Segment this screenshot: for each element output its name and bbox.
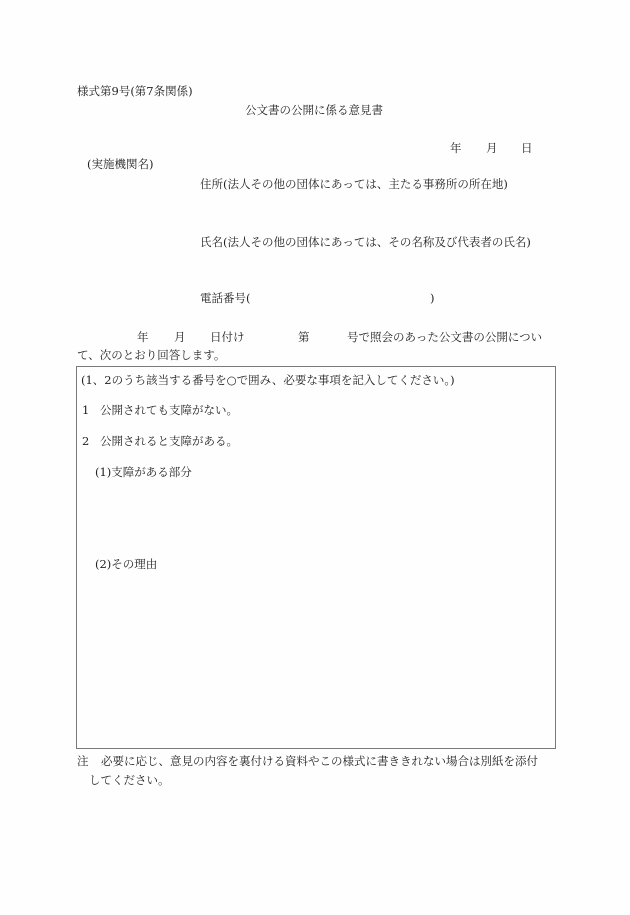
document-title: 公文書の公開に係る意見書 bbox=[245, 103, 383, 117]
footnote-line2: してください。 bbox=[89, 773, 170, 787]
body-no: 第 bbox=[298, 330, 310, 344]
sub-item-affected-part: (1)支障がある部分 bbox=[95, 465, 192, 479]
date-year-label: 年 bbox=[450, 141, 462, 155]
option-1-number: 1 bbox=[82, 403, 90, 417]
body-dated: 日付け bbox=[210, 330, 245, 344]
footnote-line1: 必要に応じ、意見の内容を裏付ける資料やこの様式に書ききれない場合は別紙を添付 bbox=[101, 754, 538, 768]
body-month: 月 bbox=[174, 330, 186, 344]
name-field-label: 氏名(法人その他の団体にあっては、その名称及び代表者の氏名) bbox=[200, 235, 531, 249]
option-1-text: 公開されても支障がない。 bbox=[100, 403, 238, 417]
phone-field-close: ) bbox=[430, 291, 435, 305]
phone-field-label: 電話番号( bbox=[200, 291, 251, 305]
body-line2: て、次のとおり回答します。 bbox=[77, 348, 226, 362]
form-number: 様式第9号(第7条関係) bbox=[77, 84, 193, 98]
addressee-label: (実施機関名) bbox=[87, 157, 154, 171]
response-instruction: (1、2のうち該当する番号を○で囲み、必要な事項を記入してください。) bbox=[81, 373, 455, 387]
date-month-label: 月 bbox=[486, 141, 498, 155]
body-year: 年 bbox=[137, 330, 149, 344]
body-rest: 号で照会のあった公文書の公開につい bbox=[347, 330, 543, 344]
footnote-label: 注 bbox=[77, 754, 89, 768]
date-day-label: 日 bbox=[521, 141, 533, 155]
option-2-number: 2 bbox=[82, 434, 90, 448]
sub-item-reason: (2)その理由 bbox=[95, 557, 158, 571]
address-field-label: 住所(法人その他の団体にあっては、主たる事務所の所在地) bbox=[200, 177, 508, 191]
option-2-text: 公開されると支障がある。 bbox=[100, 434, 238, 448]
